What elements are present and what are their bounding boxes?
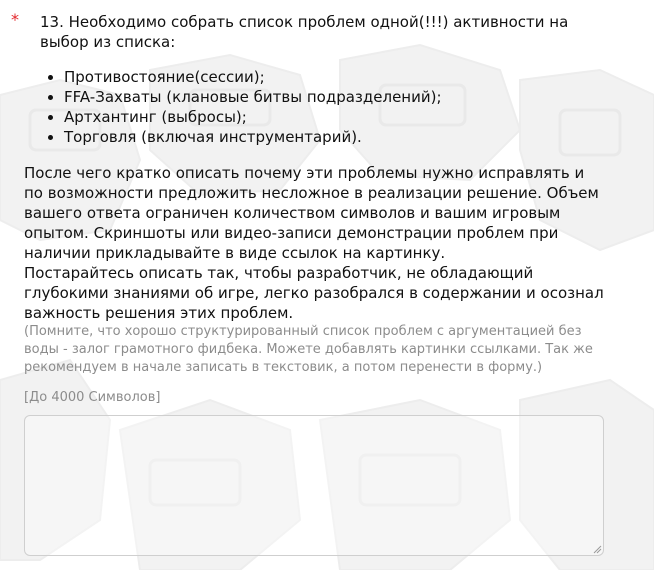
list-item: • FFA-Захваты (клановые битвы подразделений); — [64, 87, 442, 107]
char-limit-note: [До 4000 Символов] — [24, 390, 161, 405]
answer-textarea[interactable] — [24, 415, 604, 556]
list-item: • Торговля (включая инструментарий). — [64, 127, 442, 147]
list-item: • Противостояние(сессии); — [64, 67, 442, 87]
resize-grip-icon[interactable] — [592, 544, 602, 554]
description-paragraph: Постарайтесь описать так, чтобы разработчик, не обладающий глубокими знаниями об игре, легко разобрался в содержании и осознал важность решения этих проблем. — [24, 264, 604, 322]
description-paragraph: После чего кратко описать почему эти проблемы нужно исправлять и по возможности предложить несложное в реализации решение. Объем вашего ответа ограничен количеством символов и вашим игровым опытом. Скриншоты или видео-записи демонстрации проблем при наличии прикладывайте в виде ссылок на картинку. — [24, 164, 599, 262]
question-description — [24, 163, 604, 323]
hint-text: (Помните, что хорошо структурированный список проблем с аргументацией без воды - залог грамотного фидбека. Можете добавлять картинки ссылками. Так же рекомендуем в начале записать в текстовик, а потом перенести в форму.) — [24, 324, 593, 375]
required-marker: * — [11, 10, 19, 29]
question-title: 13. Необходимо собрать список проблем одной(!!!) активности на выбор из списка: — [40, 13, 569, 51]
activity-options-list — [46, 67, 442, 147]
list-item: • Артхантинг (выбросы); — [64, 107, 442, 127]
